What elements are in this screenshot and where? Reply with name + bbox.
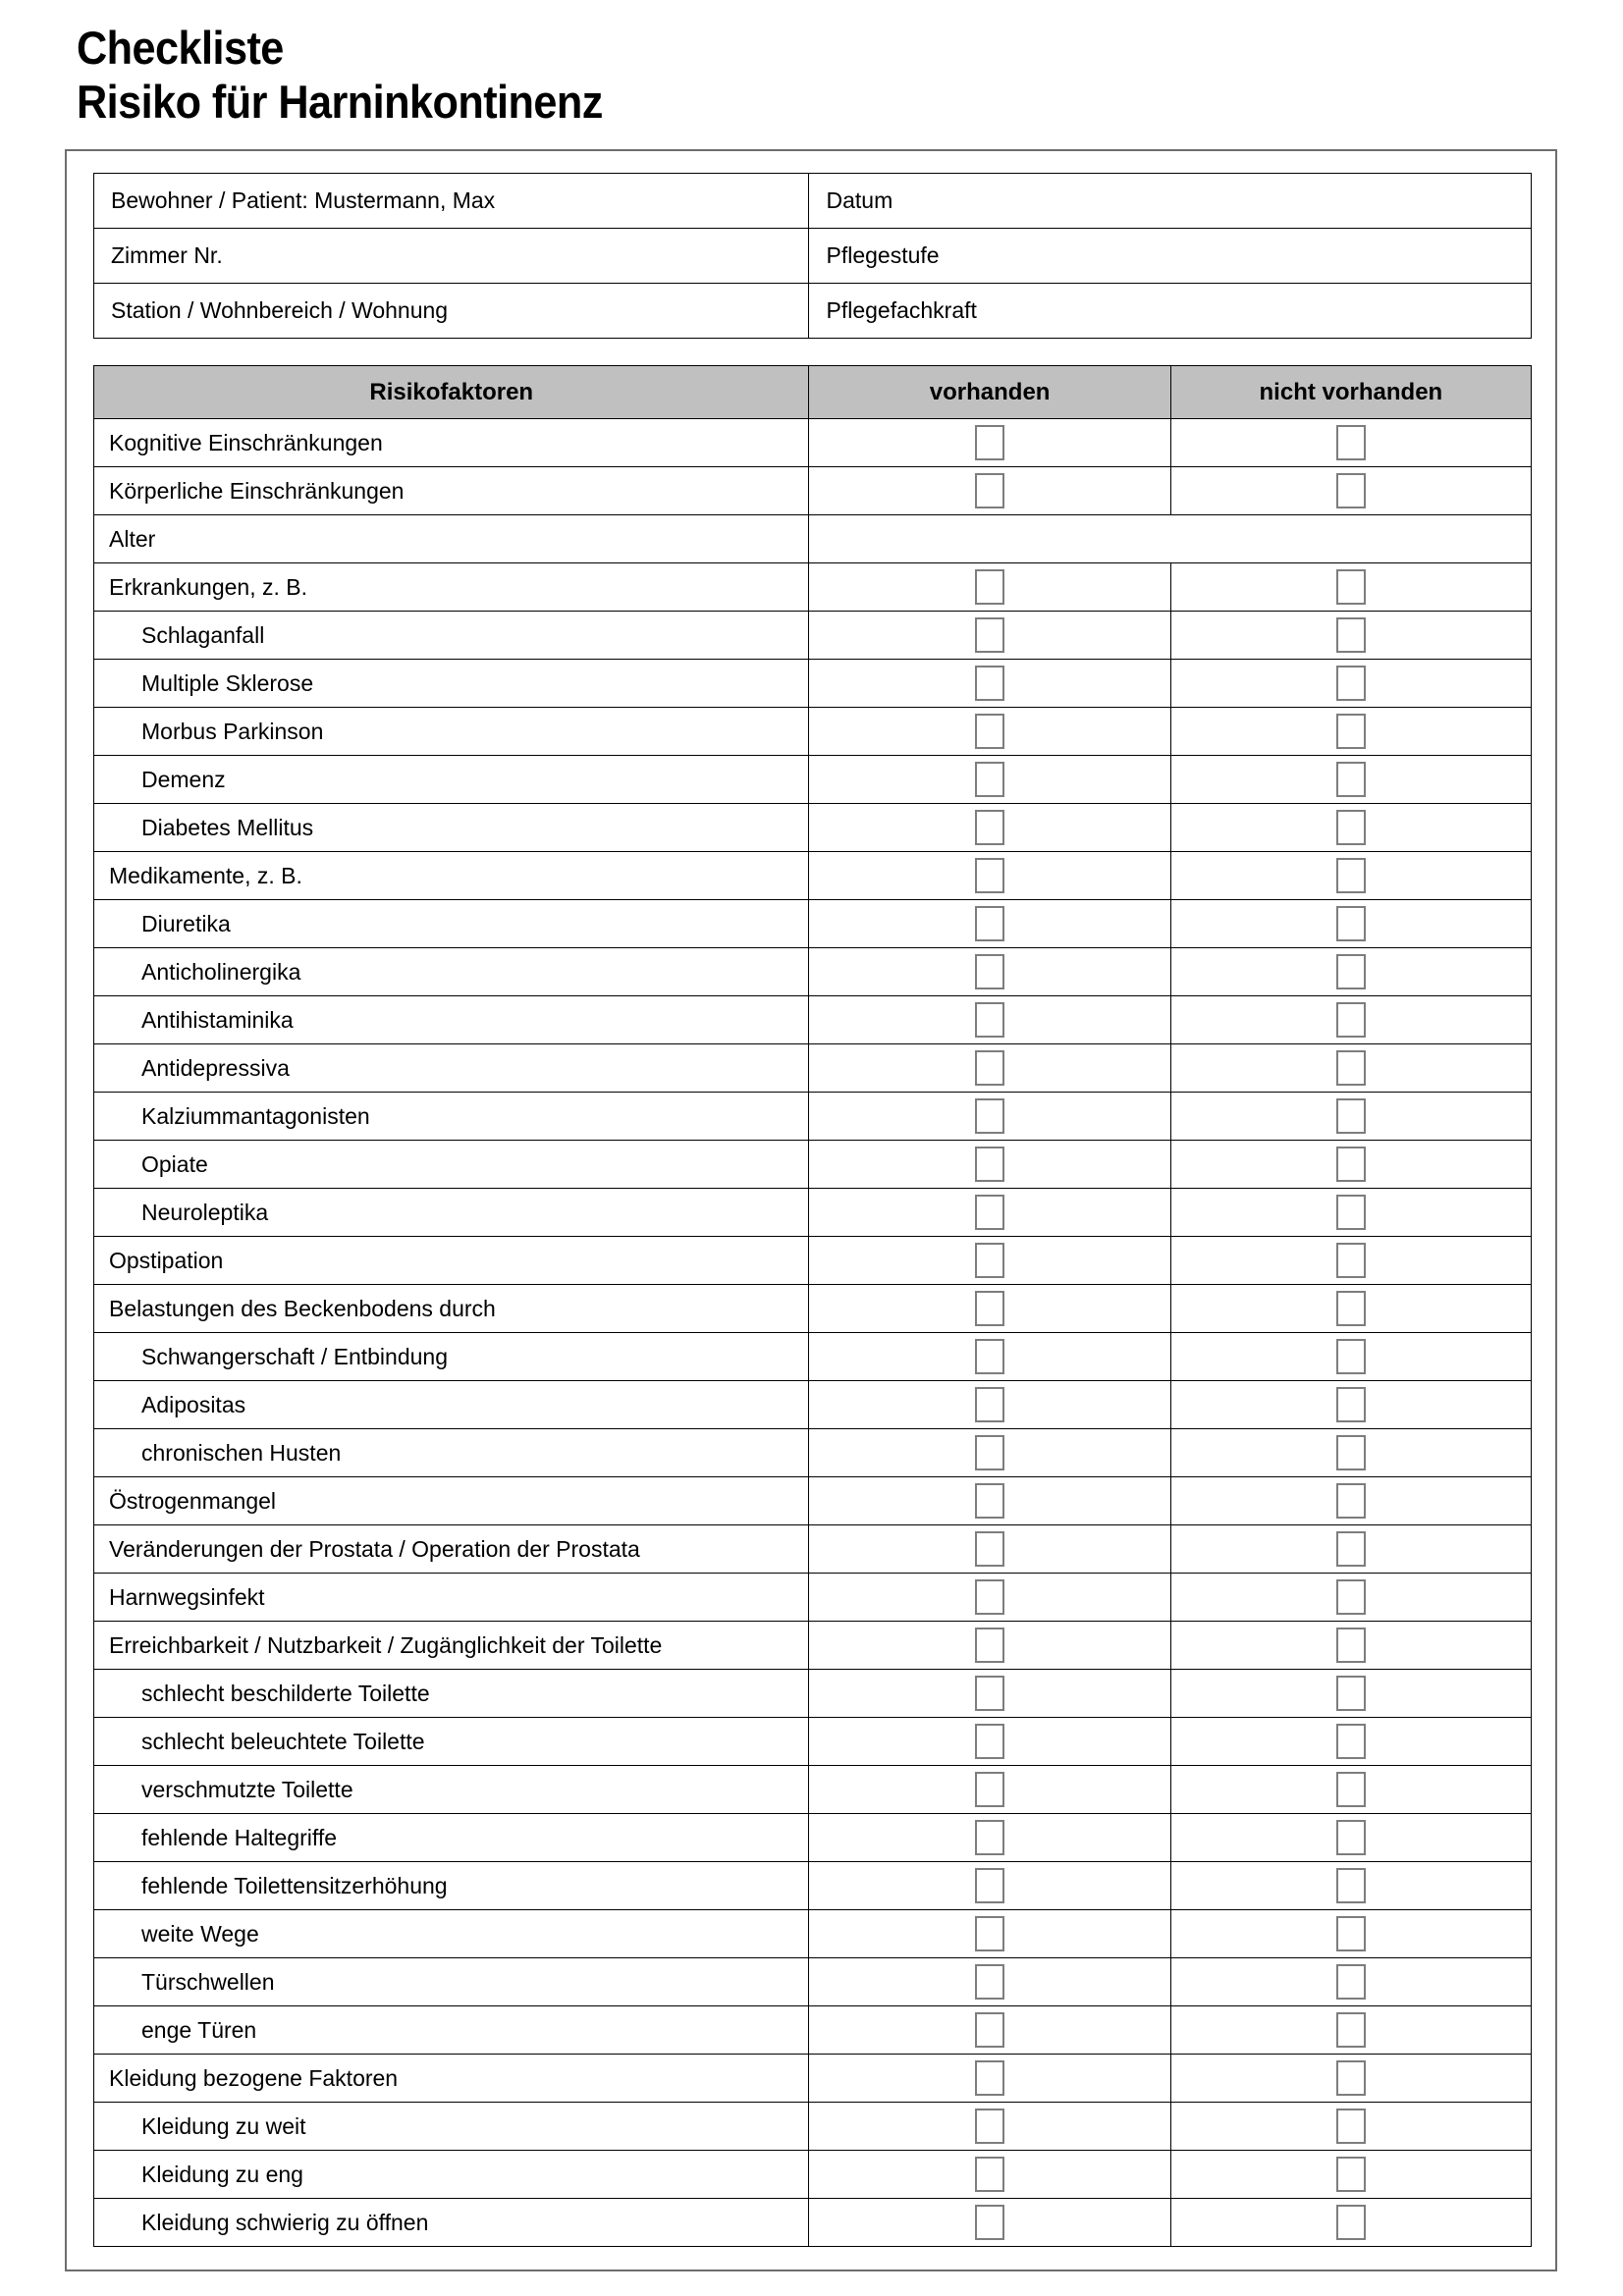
checkbox-cell-not-present[interactable] <box>1170 2199 1531 2247</box>
checkbox-cell-present[interactable] <box>809 996 1170 1044</box>
checkbox-cell-present[interactable] <box>809 804 1170 852</box>
risk-factor-row <box>94 1574 1532 1622</box>
risk-factor-row <box>94 1622 1532 1670</box>
checkbox-not-present-icon[interactable] <box>1336 1483 1366 1519</box>
risk-factor-row <box>94 2006 1532 2055</box>
checkbox-not-present-icon[interactable] <box>1336 1243 1366 1278</box>
checkbox-cell-not-present[interactable] <box>1170 1574 1531 1622</box>
checkbox-not-present-icon[interactable] <box>1336 1339 1366 1374</box>
checkbox-cell-present[interactable] <box>809 1910 1170 1958</box>
risk-factor-label: Medikamente, z. B. <box>94 852 809 900</box>
checkbox-cell-not-present[interactable] <box>1170 563 1531 612</box>
risk-table-header-row <box>94 366 1532 419</box>
risk-factor-label: Kalziummantagonisten <box>94 1093 809 1141</box>
checkbox-present-icon[interactable] <box>975 1387 1004 1422</box>
patient-info-table <box>93 173 1532 339</box>
risk-factor-row <box>94 2151 1532 2199</box>
page-title-line-1: Checkliste <box>77 22 284 74</box>
risk-factor-row <box>94 1333 1532 1381</box>
risk-factor-row <box>94 563 1532 612</box>
checkbox-cell-present[interactable] <box>809 1670 1170 1718</box>
checkbox-present-icon[interactable] <box>975 2157 1004 2192</box>
risk-factor-label: chronischen Husten <box>94 1429 809 1477</box>
checkbox-cell-not-present[interactable] <box>1170 1381 1531 1429</box>
risk-factor-row <box>94 660 1532 708</box>
checkbox-not-present-icon[interactable] <box>1336 1724 1366 1759</box>
risk-factor-row <box>94 1862 1532 1910</box>
checkbox-cell-present[interactable] <box>809 1622 1170 1670</box>
patient-info-row <box>94 229 1532 284</box>
patient-info-right-cell[interactable]: Datum <box>809 174 1532 229</box>
checkbox-present-icon[interactable] <box>975 666 1004 701</box>
risk-factor-label: Veränderungen der Prostata / Operation der Prostata <box>94 1525 809 1574</box>
checkbox-cell-not-present[interactable] <box>1170 1189 1531 1237</box>
risk-factor-row <box>94 1525 1532 1574</box>
risk-factor-row <box>94 1189 1532 1237</box>
checkbox-cell-present[interactable] <box>809 2055 1170 2103</box>
checkbox-cell-not-present[interactable] <box>1170 1333 1531 1381</box>
checkbox-cell-present[interactable] <box>809 2006 1170 2055</box>
checkbox-cell-not-present[interactable] <box>1170 1525 1531 1574</box>
checkbox-present-icon[interactable] <box>975 617 1004 653</box>
checkbox-cell-present[interactable] <box>809 1814 1170 1862</box>
checkbox-present-icon[interactable] <box>975 2109 1004 2144</box>
risk-factor-row <box>94 756 1532 804</box>
checkbox-cell-not-present[interactable] <box>1170 708 1531 756</box>
tables-container <box>93 173 1532 2247</box>
checkbox-not-present-icon[interactable] <box>1336 1147 1366 1182</box>
header-not-present: nicht vorhanden <box>1170 366 1531 419</box>
checkbox-present-icon[interactable] <box>975 1435 1004 1470</box>
checkbox-cell-present[interactable] <box>809 1862 1170 1910</box>
checkbox-present-icon[interactable] <box>975 810 1004 845</box>
checkbox-not-present-icon[interactable] <box>1336 2205 1366 2240</box>
checkbox-not-present-icon[interactable] <box>1336 1435 1366 1470</box>
risk-factor-label: enge Türen <box>94 2006 809 2055</box>
checkbox-cell-present[interactable] <box>809 1044 1170 1093</box>
risk-factor-label: Opiate <box>94 1141 809 1189</box>
risk-factor-label: weite Wege <box>94 1910 809 1958</box>
risk-factor-row <box>94 1381 1532 1429</box>
checkbox-cell-present[interactable] <box>809 612 1170 660</box>
risk-factor-row <box>94 1477 1532 1525</box>
checkbox-not-present-icon[interactable] <box>1336 1291 1366 1326</box>
checkbox-not-present-icon[interactable] <box>1336 1579 1366 1615</box>
checkbox-not-present-icon[interactable] <box>1336 1868 1366 1903</box>
risk-factor-label: schlecht beschilderte Toilette <box>94 1670 809 1718</box>
risk-factor-label: schlecht beleuchtete Toilette <box>94 1718 809 1766</box>
risk-factor-label: Körperliche Einschränkungen <box>94 467 809 515</box>
checkbox-cell-present[interactable] <box>809 1718 1170 1766</box>
checkbox-present-icon[interactable] <box>975 858 1004 893</box>
header-present: vorhanden <box>809 366 1170 419</box>
risk-factor-row <box>94 419 1532 467</box>
checkbox-cell-present[interactable] <box>809 1381 1170 1429</box>
patient-info-left-cell[interactable]: Zimmer Nr. <box>94 229 809 284</box>
risk-factor-row <box>94 1429 1532 1477</box>
checkbox-not-present-icon[interactable] <box>1336 762 1366 797</box>
checkbox-not-present-icon[interactable] <box>1336 1628 1366 1663</box>
checkbox-cell-present[interactable] <box>809 1429 1170 1477</box>
checkbox-not-present-icon[interactable] <box>1336 569 1366 605</box>
checkbox-present-icon[interactable] <box>975 762 1004 797</box>
patient-info-right-cell[interactable]: Pflegestufe <box>809 229 1532 284</box>
risk-factor-row <box>94 1237 1532 1285</box>
checkbox-cell-not-present[interactable] <box>1170 2103 1531 2151</box>
checkbox-present-icon[interactable] <box>975 906 1004 941</box>
checkbox-not-present-icon[interactable] <box>1336 2060 1366 2096</box>
checkbox-cell-present[interactable] <box>809 1285 1170 1333</box>
checkbox-cell-not-present[interactable] <box>1170 1862 1531 1910</box>
checkbox-cell-not-present[interactable] <box>1170 852 1531 900</box>
checkbox-present-icon[interactable] <box>975 1050 1004 1086</box>
checkbox-not-present-icon[interactable] <box>1336 2157 1366 2192</box>
page-title-line-2: Risiko für Harninkontinenz <box>77 75 603 128</box>
checkbox-cell-present[interactable] <box>809 948 1170 996</box>
risk-factor-row <box>94 2055 1532 2103</box>
checkbox-not-present-icon[interactable] <box>1336 617 1366 653</box>
checkbox-cell-not-present[interactable] <box>1170 1718 1531 1766</box>
risk-factor-row <box>94 2199 1532 2247</box>
checkbox-not-present-icon[interactable] <box>1336 1050 1366 1086</box>
risk-factor-row <box>94 1814 1532 1862</box>
checkbox-present-icon[interactable] <box>975 1243 1004 1278</box>
checkbox-present-icon[interactable] <box>975 1868 1004 1903</box>
checkbox-not-present-icon[interactable] <box>1336 1916 1366 1951</box>
checkbox-not-present-icon[interactable] <box>1336 473 1366 508</box>
checkbox-cell-not-present[interactable] <box>1170 804 1531 852</box>
risk-factor-label: Alter <box>94 515 809 563</box>
checkbox-cell-not-present[interactable] <box>1170 1766 1531 1814</box>
patient-info-row <box>94 284 1532 339</box>
risk-factor-row <box>94 708 1532 756</box>
checkbox-cell-present[interactable] <box>809 1574 1170 1622</box>
risk-factor-label: Kleidung bezogene Faktoren <box>94 2055 809 2103</box>
empty-cell <box>809 515 1532 563</box>
risk-factor-label: Harnwegsinfekt <box>94 1574 809 1622</box>
risk-factor-label: Schwangerschaft / Entbindung <box>94 1333 809 1381</box>
checkbox-not-present-icon[interactable] <box>1336 1002 1366 1038</box>
risk-factor-label: Multiple Sklerose <box>94 660 809 708</box>
risk-factor-label: Kognitive Einschränkungen <box>94 419 809 467</box>
header-risk-factors: Risikofaktoren <box>94 366 809 419</box>
checkbox-present-icon[interactable] <box>975 1724 1004 1759</box>
risk-factors-table <box>93 365 1532 2247</box>
risk-factor-label: fehlende Toilettensitzerhöhung <box>94 1862 809 1910</box>
checkbox-present-icon[interactable] <box>975 954 1004 989</box>
checkbox-present-icon[interactable] <box>975 2205 1004 2240</box>
risk-factor-row <box>94 900 1532 948</box>
checkbox-cell-not-present[interactable] <box>1170 1237 1531 1285</box>
checkbox-not-present-icon[interactable] <box>1336 954 1366 989</box>
checkbox-not-present-icon[interactable] <box>1336 714 1366 749</box>
checkbox-present-icon[interactable] <box>975 1002 1004 1038</box>
risk-factor-row <box>94 1958 1532 2006</box>
checkbox-cell-present[interactable] <box>809 419 1170 467</box>
checkbox-not-present-icon[interactable] <box>1336 2012 1366 2048</box>
checkbox-cell-present[interactable] <box>809 1237 1170 1285</box>
checkbox-cell-not-present[interactable] <box>1170 2006 1531 2055</box>
risk-factor-row <box>94 996 1532 1044</box>
checkbox-cell-present[interactable] <box>809 1189 1170 1237</box>
checkbox-cell-not-present[interactable] <box>1170 1093 1531 1141</box>
checkbox-present-icon[interactable] <box>975 2060 1004 2096</box>
risk-factor-label: verschmutzte Toilette <box>94 1766 809 1814</box>
checkbox-not-present-icon[interactable] <box>1336 1772 1366 1807</box>
patient-info-left-cell[interactable]: Bewohner / Patient: Mustermann, Max <box>94 174 809 229</box>
patient-info-left-cell[interactable]: Station / Wohnbereich / Wohnung <box>94 284 809 339</box>
risk-factor-row <box>94 1718 1532 1766</box>
checkbox-present-icon[interactable] <box>975 1195 1004 1230</box>
checkbox-not-present-icon[interactable] <box>1336 666 1366 701</box>
checkbox-cell-present[interactable] <box>809 1333 1170 1381</box>
checkbox-present-icon[interactable] <box>975 1772 1004 1807</box>
checkbox-present-icon[interactable] <box>975 1147 1004 1182</box>
checkbox-present-icon[interactable] <box>975 714 1004 749</box>
checkbox-present-icon[interactable] <box>975 1820 1004 1855</box>
checkbox-cell-present[interactable] <box>809 756 1170 804</box>
checkbox-cell-not-present[interactable] <box>1170 2055 1531 2103</box>
checkbox-cell-present[interactable] <box>809 1093 1170 1141</box>
risk-factor-row <box>94 948 1532 996</box>
risk-factor-row <box>94 1093 1532 1141</box>
risk-factor-label: Demenz <box>94 756 809 804</box>
risk-factor-label: Kleidung zu eng <box>94 2151 809 2199</box>
risk-factor-row <box>94 515 1532 563</box>
checkbox-cell-present[interactable] <box>809 660 1170 708</box>
risk-factor-label: Anticholinergika <box>94 948 809 996</box>
checkbox-cell-not-present[interactable] <box>1170 612 1531 660</box>
risk-factor-row <box>94 1141 1532 1189</box>
risk-factor-row <box>94 1766 1532 1814</box>
risk-factor-row <box>94 1285 1532 1333</box>
checkbox-cell-present[interactable] <box>809 900 1170 948</box>
risk-factor-row <box>94 1910 1532 1958</box>
checkbox-not-present-icon[interactable] <box>1336 810 1366 845</box>
checkbox-cell-present[interactable] <box>809 467 1170 515</box>
checkbox-cell-not-present[interactable] <box>1170 1910 1531 1958</box>
risk-factor-label: Erreichbarkeit / Nutzbarkeit / Zugänglichkeit der Toilette <box>94 1622 809 1670</box>
risk-factor-row <box>94 612 1532 660</box>
checkbox-not-present-icon[interactable] <box>1336 906 1366 941</box>
risk-factor-label: Antidepressiva <box>94 1044 809 1093</box>
checkbox-not-present-icon[interactable] <box>1336 1098 1366 1134</box>
risk-factor-row <box>94 1670 1532 1718</box>
risk-factor-row <box>94 804 1532 852</box>
checkbox-present-icon[interactable] <box>975 1964 1004 2000</box>
checkbox-cell-not-present[interactable] <box>1170 1622 1531 1670</box>
checkbox-cell-not-present[interactable] <box>1170 1670 1531 1718</box>
checkbox-cell-present[interactable] <box>809 2151 1170 2199</box>
checkbox-cell-not-present[interactable] <box>1170 1429 1531 1477</box>
checkbox-not-present-icon[interactable] <box>1336 1820 1366 1855</box>
risk-factor-label: Neuroleptika <box>94 1189 809 1237</box>
checkbox-cell-present[interactable] <box>809 563 1170 612</box>
risk-factor-label: Erkrankungen, z. B. <box>94 563 809 612</box>
risk-factor-label: Kleidung schwierig zu öffnen <box>94 2199 809 2247</box>
checkbox-present-icon[interactable] <box>975 1628 1004 1663</box>
checkbox-cell-present[interactable] <box>809 708 1170 756</box>
checkbox-present-icon[interactable] <box>975 1483 1004 1519</box>
patient-info-right-cell[interactable]: Pflegefachkraft <box>809 284 1532 339</box>
checkbox-present-icon[interactable] <box>975 569 1004 605</box>
checkbox-not-present-icon[interactable] <box>1336 858 1366 893</box>
checkbox-cell-present[interactable] <box>809 1958 1170 2006</box>
risk-factor-row <box>94 1044 1532 1093</box>
risk-factor-row <box>94 2103 1532 2151</box>
checkbox-cell-not-present[interactable] <box>1170 419 1531 467</box>
checkbox-present-icon[interactable] <box>975 1098 1004 1134</box>
checkbox-present-icon[interactable] <box>975 1339 1004 1374</box>
checkbox-not-present-icon[interactable] <box>1336 2109 1366 2144</box>
checkbox-cell-present[interactable] <box>809 2199 1170 2247</box>
checkbox-cell-not-present[interactable] <box>1170 1814 1531 1862</box>
checkbox-cell-not-present[interactable] <box>1170 1477 1531 1525</box>
checkbox-cell-present[interactable] <box>809 1525 1170 1574</box>
checkbox-cell-present[interactable] <box>809 1766 1170 1814</box>
patient-info-row <box>94 174 1532 229</box>
risk-factor-label: Adipositas <box>94 1381 809 1429</box>
checkbox-cell-present[interactable] <box>809 1477 1170 1525</box>
risk-factor-label: Diuretika <box>94 900 809 948</box>
risk-factor-label: Kleidung zu weit <box>94 2103 809 2151</box>
checkbox-cell-not-present[interactable] <box>1170 467 1531 515</box>
checkbox-cell-not-present[interactable] <box>1170 900 1531 948</box>
checkbox-cell-not-present[interactable] <box>1170 996 1531 1044</box>
checkbox-not-present-icon[interactable] <box>1336 1195 1366 1230</box>
risk-factor-label: Morbus Parkinson <box>94 708 809 756</box>
risk-factor-label: Schlaganfall <box>94 612 809 660</box>
checkbox-not-present-icon[interactable] <box>1336 1676 1366 1711</box>
checkbox-present-icon[interactable] <box>975 1579 1004 1615</box>
risk-factor-label: Türschwellen <box>94 1958 809 2006</box>
checkbox-not-present-icon[interactable] <box>1336 1964 1366 2000</box>
checkbox-not-present-icon[interactable] <box>1336 425 1366 460</box>
checkbox-present-icon[interactable] <box>975 1916 1004 1951</box>
risk-factor-label: Diabetes Mellitus <box>94 804 809 852</box>
checkbox-present-icon[interactable] <box>975 1531 1004 1567</box>
risk-factor-label: Antihistaminika <box>94 996 809 1044</box>
checkbox-cell-not-present[interactable] <box>1170 1958 1531 2006</box>
checkbox-not-present-icon[interactable] <box>1336 1387 1366 1422</box>
checkbox-cell-not-present[interactable] <box>1170 660 1531 708</box>
checkbox-present-icon[interactable] <box>975 425 1004 460</box>
risk-factor-label: Opstipation <box>94 1237 809 1285</box>
checkbox-present-icon[interactable] <box>975 1291 1004 1326</box>
checkbox-present-icon[interactable] <box>975 1676 1004 1711</box>
checkbox-cell-not-present[interactable] <box>1170 1044 1531 1093</box>
risk-factor-label: Östrogenmangel <box>94 1477 809 1525</box>
checkbox-cell-not-present[interactable] <box>1170 2151 1531 2199</box>
checkbox-cell-present[interactable] <box>809 2103 1170 2151</box>
risk-factor-row <box>94 467 1532 515</box>
page-title <box>77 22 1353 129</box>
risk-factor-row <box>94 852 1532 900</box>
risk-factor-label: Belastungen des Beckenbodens durch <box>94 1285 809 1333</box>
risk-factor-label: fehlende Haltegriffe <box>94 1814 809 1862</box>
checkbox-not-present-icon[interactable] <box>1336 1531 1366 1567</box>
checkbox-present-icon[interactable] <box>975 473 1004 508</box>
checkbox-present-icon[interactable] <box>975 2012 1004 2048</box>
checkbox-cell-not-present[interactable] <box>1170 1285 1531 1333</box>
checkbox-cell-present[interactable] <box>809 852 1170 900</box>
checkbox-cell-not-present[interactable] <box>1170 756 1531 804</box>
checkbox-cell-not-present[interactable] <box>1170 1141 1531 1189</box>
checkbox-cell-present[interactable] <box>809 1141 1170 1189</box>
checkbox-cell-not-present[interactable] <box>1170 948 1531 996</box>
